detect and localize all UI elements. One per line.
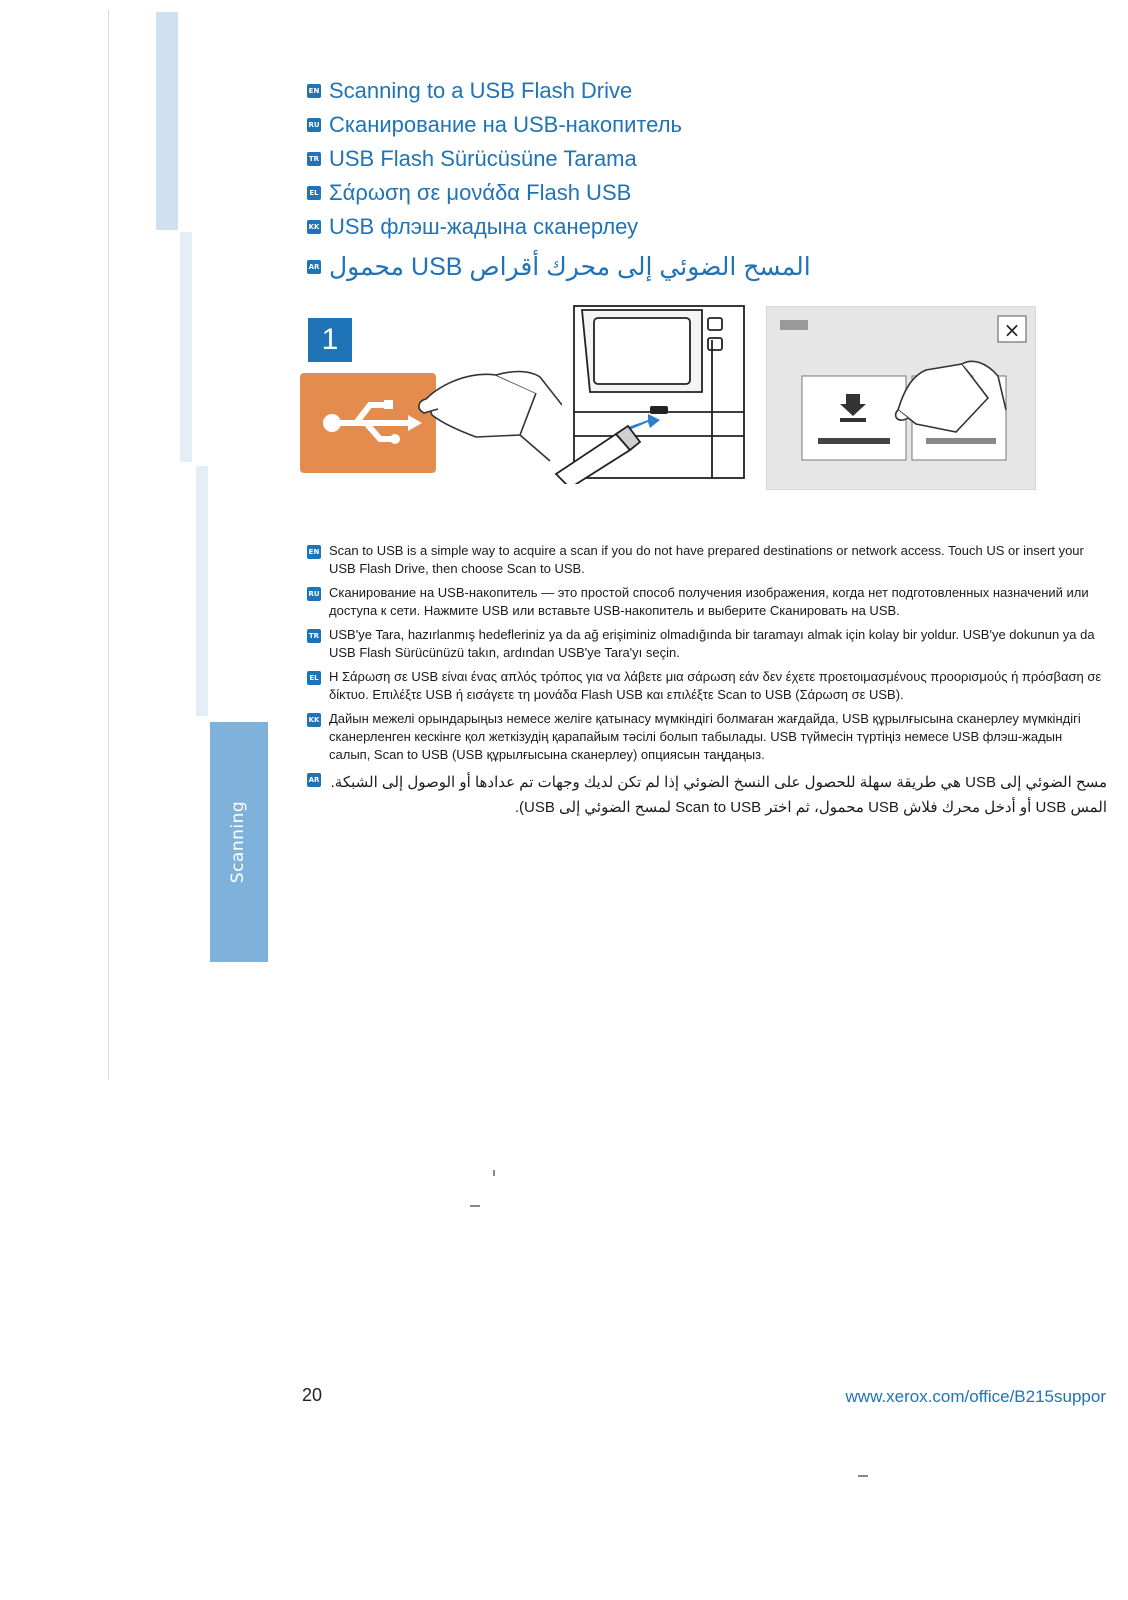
scan-speck bbox=[858, 1475, 868, 1477]
lang-badge-tr: TR bbox=[307, 152, 321, 166]
title-text-tr: USB Flash Sürücüsüne Tarama bbox=[329, 146, 637, 171]
usb-touch-illustration bbox=[300, 365, 562, 475]
title-kk bbox=[307, 210, 847, 244]
lang-badge-el: EL bbox=[307, 186, 321, 200]
paragraph-ru bbox=[307, 584, 1107, 620]
paragraph-text-ar: مسح الضوئي إلى USB هي طريقة سهلة للحصول على النسخ الضوئي إذا لم تكن لديك وجهات تم عدادها أو الوصول إلى الشبكة. المس USB أو أدخل محرك فلاش USB محمول، ثم اختر Scan to USB لمسح الضوئي إلى USB). bbox=[330, 774, 1107, 816]
paragraph-el bbox=[307, 668, 1107, 704]
step-number-badge: 1 bbox=[308, 318, 352, 362]
lang-badge-ru: RU bbox=[307, 587, 321, 601]
lang-badge-el: EL bbox=[307, 671, 321, 685]
title-text-en: Scanning to a USB Flash Drive bbox=[329, 78, 633, 103]
paragraph-text-ru: Сканирование на USB-накопитель — это простой способ получения изображения, когда нет подготовленных назначений или доступа к сети. Нажмите USB или вставьте USB-накопитель и выберите Сканировать на USB. bbox=[329, 585, 1089, 618]
title-text-kk: USB флэш-жадына сканерлеу bbox=[329, 214, 639, 239]
sidebar-strip-middle bbox=[180, 232, 192, 462]
title-tr bbox=[307, 142, 847, 176]
lang-badge-kk: KK bbox=[307, 713, 321, 727]
screen-header-block bbox=[780, 320, 808, 330]
printer-usb-port-illustration bbox=[552, 304, 748, 484]
margin-rule bbox=[108, 10, 109, 1080]
hand-pointing-icon bbox=[419, 372, 562, 462]
page-number: 20 bbox=[302, 1385, 323, 1405]
close-icon: × bbox=[1003, 318, 1021, 342]
title-en bbox=[307, 74, 847, 108]
lang-badge-ru: RU bbox=[307, 118, 321, 132]
section-tab-label: Scanning bbox=[228, 800, 248, 884]
lang-badge-en: EN bbox=[307, 545, 321, 559]
title-block bbox=[307, 74, 847, 290]
lang-badge-ar: AR bbox=[307, 260, 321, 274]
paragraph-ar bbox=[307, 770, 1107, 820]
title-text-el: Σάρωση σε μονάδα Flash USB bbox=[329, 180, 632, 205]
paragraph-en bbox=[307, 542, 1107, 578]
paragraph-text-el: Η Σάρωση σε USB είναι ένας απλός τρόπος για να λάβετε μια σάρωση εάν δεν έχετε προετοιμασμένους προορισμούς ή πρόσβαση σε δίκτυο. Επιλέξτε USB ή εισάγετε τη μονάδα Flash USB και επιλέξτε Scan to USB (Σάρωση σε USB). bbox=[329, 669, 1102, 702]
lang-badge-en: EN bbox=[307, 84, 321, 98]
scan-speck bbox=[493, 1170, 495, 1176]
paragraph-tr bbox=[307, 626, 1107, 662]
lang-badge-tr: TR bbox=[307, 629, 321, 643]
lang-badge-ar: AR bbox=[307, 773, 321, 787]
paragraph-text-tr: USB'ye Tara, hazırlanmış hedefleriniz ya da ağ erişiminiz olmadığında bir taramayı almak için kolay bir yoldur. USB'ye dokunun ya da USB Flash Sürücünüzü takın, ardından USB'ye Tara'yı seçin. bbox=[329, 627, 1095, 660]
title-text-ar: المسح الضوئي إلى محرك أقراص USB محمول bbox=[329, 253, 811, 281]
paragraph-text-kk: Дайын межелі орындарыңыз немесе желіге қатынасу мүмкіндігі болмаған жағдайда, USB құрылғысына сканерлеу мүмкіндігі сканерленген кескінге қол жеткізудің қарапайым тәсілі болып табылады. USB түймесін түртіңіз немесе USB флэш-жадын салып, Scan to USB (USB құрылғысына сканерлеу) опциясын таңдаңыз. bbox=[329, 711, 1081, 762]
touchscreen-scan-illustration bbox=[766, 306, 1036, 490]
instruction-paragraphs bbox=[307, 542, 1107, 826]
usb-port bbox=[650, 406, 668, 414]
sidebar-strip-top bbox=[156, 12, 178, 230]
sidebar-strip-lower bbox=[196, 466, 208, 716]
support-url-link[interactable]: www.xerox.com/office/B215suppor bbox=[845, 1387, 1106, 1406]
title-text-ru: Сканирование на USB-накопитель bbox=[329, 112, 682, 137]
paragraph-kk bbox=[307, 710, 1107, 764]
lang-badge-kk: KK bbox=[307, 220, 321, 234]
printer-touchscreen bbox=[594, 318, 690, 384]
paragraph-text-en: Scan to USB is a simple way to acquire a scan if you do not have prepared destinations or network access. Touch US or insert your USB Flash Drive, then choose Scan to USB. bbox=[329, 543, 1084, 576]
scan-speck bbox=[470, 1205, 480, 1207]
title-ar bbox=[307, 244, 847, 290]
title-ru bbox=[307, 108, 847, 142]
title-el bbox=[307, 176, 847, 210]
